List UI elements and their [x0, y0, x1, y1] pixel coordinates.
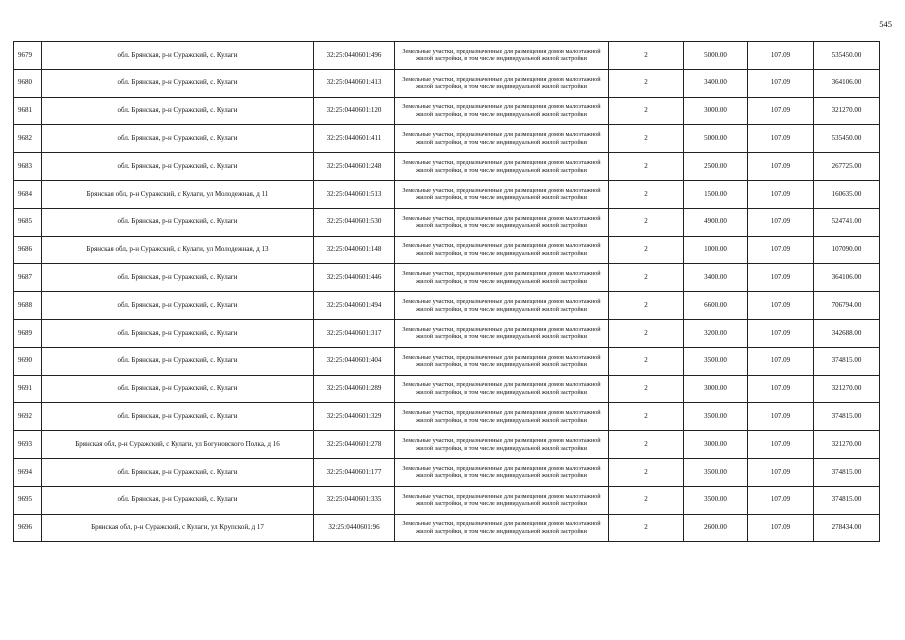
- row-number: 9679: [14, 42, 42, 70]
- row-number: 9696: [14, 514, 42, 542]
- area-cell: 3400.00: [684, 264, 748, 292]
- cadastral-number-cell: 32:25:0440601:496: [314, 42, 395, 70]
- cadastral-value-cell: 374815.00: [814, 458, 880, 486]
- address-cell: обл. Брянская, р-н Суражский, с. Кулаги: [42, 42, 314, 70]
- row-number: 9692: [14, 403, 42, 431]
- cadastral-number-cell: 32:25:0440601:96: [314, 514, 395, 542]
- area-cell: 6600.00: [684, 292, 748, 320]
- land-use-cell: Земельные участки, предназначенные для размещения домов малоэтажной жилой застройки, в том числе индивидуальной жилой застройки: [395, 514, 609, 542]
- table-row: [14, 319, 880, 347]
- rate-cell: 107.09: [748, 208, 814, 236]
- row-number: 9693: [14, 431, 42, 459]
- area-cell: 2500.00: [684, 153, 748, 181]
- land-use-cell: Земельные участки, предназначенные для размещения домов малоэтажной жилой застройки, в том числе индивидуальной жилой застройки: [395, 458, 609, 486]
- row-number: 9684: [14, 180, 42, 208]
- area-cell: 1500.00: [684, 180, 748, 208]
- cadastral-value-cell: 374815.00: [814, 347, 880, 375]
- category-cell: 2: [609, 514, 684, 542]
- land-use-cell: Земельные участки, предназначенные для размещения домов малоэтажной жилой застройки, в том числе индивидуальной жилой застройки: [395, 153, 609, 181]
- land-use-cell: Земельные участки, предназначенные для размещения домов малоэтажной жилой застройки, в том числе индивидуальной жилой застройки: [395, 403, 609, 431]
- area-cell: 3500.00: [684, 458, 748, 486]
- page-number: 545: [879, 19, 892, 29]
- address-cell: обл. Брянская, р-н Суражский, с. Кулаги: [42, 403, 314, 431]
- rate-cell: 107.09: [748, 292, 814, 320]
- cadastral-value-cell: 374815.00: [814, 486, 880, 514]
- land-use-cell: Земельные участки, предназначенные для размещения домов малоэтажной жилой застройки, в том числе индивидуальной жилой застройки: [395, 375, 609, 403]
- rate-cell: 107.09: [748, 514, 814, 542]
- land-use-cell: Земельные участки, предназначенные для размещения домов малоэтажной жилой застройки, в том числе индивидуальной жилой застройки: [395, 431, 609, 459]
- land-use-cell: Земельные участки, предназначенные для размещения домов малоэтажной жилой застройки, в том числе индивидуальной жилой застройки: [395, 69, 609, 97]
- area-cell: 5000.00: [684, 125, 748, 153]
- table-body: [14, 42, 880, 542]
- cadastral-value-cell: 535450.00: [814, 125, 880, 153]
- rate-cell: 107.09: [748, 375, 814, 403]
- row-number: 9689: [14, 319, 42, 347]
- row-number: 9680: [14, 69, 42, 97]
- area-cell: 3500.00: [684, 403, 748, 431]
- rate-cell: 107.09: [748, 264, 814, 292]
- cadastral-number-cell: 32:25:0440601:329: [314, 403, 395, 431]
- cadastral-number-cell: 32:25:0440601:278: [314, 431, 395, 459]
- table-row: [14, 292, 880, 320]
- land-use-cell: Земельные участки, предназначенные для размещения домов малоэтажной жилой застройки, в том числе индивидуальной жилой застройки: [395, 236, 609, 264]
- cadastral-value-cell: 706794.00: [814, 292, 880, 320]
- category-cell: 2: [609, 97, 684, 125]
- cadastral-value-cell: 342688.00: [814, 319, 880, 347]
- category-cell: 2: [609, 208, 684, 236]
- address-cell: обл. Брянская, р-н Суражский, с. Кулаги: [42, 458, 314, 486]
- rate-cell: 107.09: [748, 319, 814, 347]
- area-cell: 3500.00: [684, 486, 748, 514]
- address-cell: обл. Брянская, р-н Суражский, с. Кулаги: [42, 97, 314, 125]
- category-cell: 2: [609, 42, 684, 70]
- cadastral-number-cell: 32:25:0440601:404: [314, 347, 395, 375]
- table-row: [14, 153, 880, 181]
- table-row: [14, 431, 880, 459]
- address-cell: обл. Брянская, р-н Суражский, с. Кулаги: [42, 486, 314, 514]
- table-row: [14, 375, 880, 403]
- category-cell: 2: [609, 125, 684, 153]
- table-row: [14, 236, 880, 264]
- area-cell: 5000.00: [684, 42, 748, 70]
- table-row: [14, 514, 880, 542]
- rate-cell: 107.09: [748, 236, 814, 264]
- cadastral-value-cell: 364106.00: [814, 69, 880, 97]
- land-registry-table: [13, 41, 880, 542]
- row-number: 9686: [14, 236, 42, 264]
- row-number: 9688: [14, 292, 42, 320]
- cadastral-value-cell: 321270.00: [814, 431, 880, 459]
- address-cell: обл. Брянская, р-н Суражский, с. Кулаги: [42, 292, 314, 320]
- land-use-cell: Земельные участки, предназначенные для размещения домов малоэтажной жилой застройки, в том числе индивидуальной жилой застройки: [395, 486, 609, 514]
- address-cell: обл. Брянская, р-н Суражский, с. Кулаги: [42, 125, 314, 153]
- rate-cell: 107.09: [748, 458, 814, 486]
- table-row: [14, 42, 880, 70]
- cadastral-value-cell: 267725.00: [814, 153, 880, 181]
- cadastral-number-cell: 32:25:0440601:317: [314, 319, 395, 347]
- land-use-cell: Земельные участки, предназначенные для размещения домов малоэтажной жилой застройки, в том числе индивидуальной жилой застройки: [395, 42, 609, 70]
- rate-cell: 107.09: [748, 42, 814, 70]
- area-cell: 3000.00: [684, 375, 748, 403]
- row-number: 9682: [14, 125, 42, 153]
- cadastral-value-cell: 364106.00: [814, 264, 880, 292]
- table-row: [14, 458, 880, 486]
- category-cell: 2: [609, 375, 684, 403]
- land-use-cell: Земельные участки, предназначенные для размещения домов малоэтажной жилой застройки, в том числе индивидуальной жилой застройки: [395, 347, 609, 375]
- row-number: 9695: [14, 486, 42, 514]
- cadastral-value-cell: 535450.00: [814, 42, 880, 70]
- category-cell: 2: [609, 458, 684, 486]
- area-cell: 4900.00: [684, 208, 748, 236]
- rate-cell: 107.09: [748, 125, 814, 153]
- cadastral-number-cell: 32:25:0440601:177: [314, 458, 395, 486]
- area-cell: 2600.00: [684, 514, 748, 542]
- land-use-cell: Земельные участки, предназначенные для размещения домов малоэтажной жилой застройки, в том числе индивидуальной жилой застройки: [395, 264, 609, 292]
- rate-cell: 107.09: [748, 431, 814, 459]
- area-cell: 3000.00: [684, 431, 748, 459]
- category-cell: 2: [609, 403, 684, 431]
- cadastral-number-cell: 32:25:0440601:530: [314, 208, 395, 236]
- category-cell: 2: [609, 69, 684, 97]
- row-number: 9685: [14, 208, 42, 236]
- rate-cell: 107.09: [748, 347, 814, 375]
- table-row: [14, 180, 880, 208]
- row-number: 9681: [14, 97, 42, 125]
- cadastral-number-cell: 32:25:0440601:411: [314, 125, 395, 153]
- address-cell: Брянская обл, р-н Суражский, с Кулаги, ул Крупской, д 17: [42, 514, 314, 542]
- table-row: [14, 403, 880, 431]
- row-number: 9683: [14, 153, 42, 181]
- category-cell: 2: [609, 486, 684, 514]
- cadastral-value-cell: 160635.00: [814, 180, 880, 208]
- cadastral-number-cell: 32:25:0440601:413: [314, 69, 395, 97]
- cadastral-value-cell: 278434.00: [814, 514, 880, 542]
- cadastral-number-cell: 32:25:0440601:289: [314, 375, 395, 403]
- cadastral-number-cell: 32:25:0440601:120: [314, 97, 395, 125]
- land-use-cell: Земельные участки, предназначенные для размещения домов малоэтажной жилой застройки, в том числе индивидуальной жилой застройки: [395, 97, 609, 125]
- cadastral-number-cell: 32:25:0440601:248: [314, 153, 395, 181]
- land-use-cell: Земельные участки, предназначенные для размещения домов малоэтажной жилой застройки, в том числе индивидуальной жилой застройки: [395, 180, 609, 208]
- table-row: [14, 97, 880, 125]
- table-row: [14, 486, 880, 514]
- area-cell: 3400.00: [684, 69, 748, 97]
- cadastral-value-cell: 107090.00: [814, 236, 880, 264]
- cadastral-number-cell: 32:25:0440601:335: [314, 486, 395, 514]
- row-number: 9687: [14, 264, 42, 292]
- cadastral-value-cell: 321270.00: [814, 375, 880, 403]
- cadastral-value-cell: 374815.00: [814, 403, 880, 431]
- address-cell: обл. Брянская, р-н Суражский, с. Кулаги: [42, 264, 314, 292]
- rate-cell: 107.09: [748, 403, 814, 431]
- category-cell: 2: [609, 431, 684, 459]
- table-row: [14, 264, 880, 292]
- category-cell: 2: [609, 153, 684, 181]
- cadastral-number-cell: 32:25:0440601:494: [314, 292, 395, 320]
- cadastral-value-cell: 524741.00: [814, 208, 880, 236]
- rate-cell: 107.09: [748, 69, 814, 97]
- area-cell: 3500.00: [684, 347, 748, 375]
- table-row: [14, 125, 880, 153]
- address-cell: обл. Брянская, р-н Суражский, с. Кулаги: [42, 69, 314, 97]
- table-row: [14, 208, 880, 236]
- category-cell: 2: [609, 264, 684, 292]
- land-use-cell: Земельные участки, предназначенные для размещения домов малоэтажной жилой застройки, в том числе индивидуальной жилой застройки: [395, 319, 609, 347]
- cadastral-number-cell: 32:25:0440601:446: [314, 264, 395, 292]
- table-row: [14, 347, 880, 375]
- row-number: 9694: [14, 458, 42, 486]
- category-cell: 2: [609, 236, 684, 264]
- area-cell: 1000.00: [684, 236, 748, 264]
- rate-cell: 107.09: [748, 486, 814, 514]
- row-number: 9691: [14, 375, 42, 403]
- address-cell: обл. Брянская, р-н Суражский, с. Кулаги: [42, 319, 314, 347]
- row-number: 9690: [14, 347, 42, 375]
- area-cell: 3200.00: [684, 319, 748, 347]
- category-cell: 2: [609, 319, 684, 347]
- cadastral-value-cell: 321270.00: [814, 97, 880, 125]
- category-cell: 2: [609, 180, 684, 208]
- table-row: [14, 69, 880, 97]
- category-cell: 2: [609, 292, 684, 320]
- address-cell: обл. Брянская, р-н Суражский, с. Кулаги: [42, 347, 314, 375]
- rate-cell: 107.09: [748, 180, 814, 208]
- address-cell: обл. Брянская, р-н Суражский, с. Кулаги: [42, 208, 314, 236]
- cadastral-number-cell: 32:25:0440601:513: [314, 180, 395, 208]
- cadastral-number-cell: 32:25:0440601:148: [314, 236, 395, 264]
- address-cell: Брянская обл, р-н Суражский, с Кулаги, ул Молодежная, д 11: [42, 180, 314, 208]
- address-cell: обл. Брянская, р-н Суражский, с. Кулаги: [42, 153, 314, 181]
- address-cell: Брянская обл, р-н Суражский, с Кулаги, ул Молодежная, д 13: [42, 236, 314, 264]
- land-use-cell: Земельные участки, предназначенные для размещения домов малоэтажной жилой застройки, в том числе индивидуальной жилой застройки: [395, 125, 609, 153]
- address-cell: Брянская обл, р-н Суражский, с Кулаги, ул Богуновского Полка, д 16: [42, 431, 314, 459]
- land-use-cell: Земельные участки, предназначенные для размещения домов малоэтажной жилой застройки, в том числе индивидуальной жилой застройки: [395, 292, 609, 320]
- category-cell: 2: [609, 347, 684, 375]
- area-cell: 3000.00: [684, 97, 748, 125]
- rate-cell: 107.09: [748, 97, 814, 125]
- address-cell: обл. Брянская, р-н Суражский, с. Кулаги: [42, 375, 314, 403]
- rate-cell: 107.09: [748, 153, 814, 181]
- land-use-cell: Земельные участки, предназначенные для размещения домов малоэтажной жилой застройки, в том числе индивидуальной жилой застройки: [395, 208, 609, 236]
